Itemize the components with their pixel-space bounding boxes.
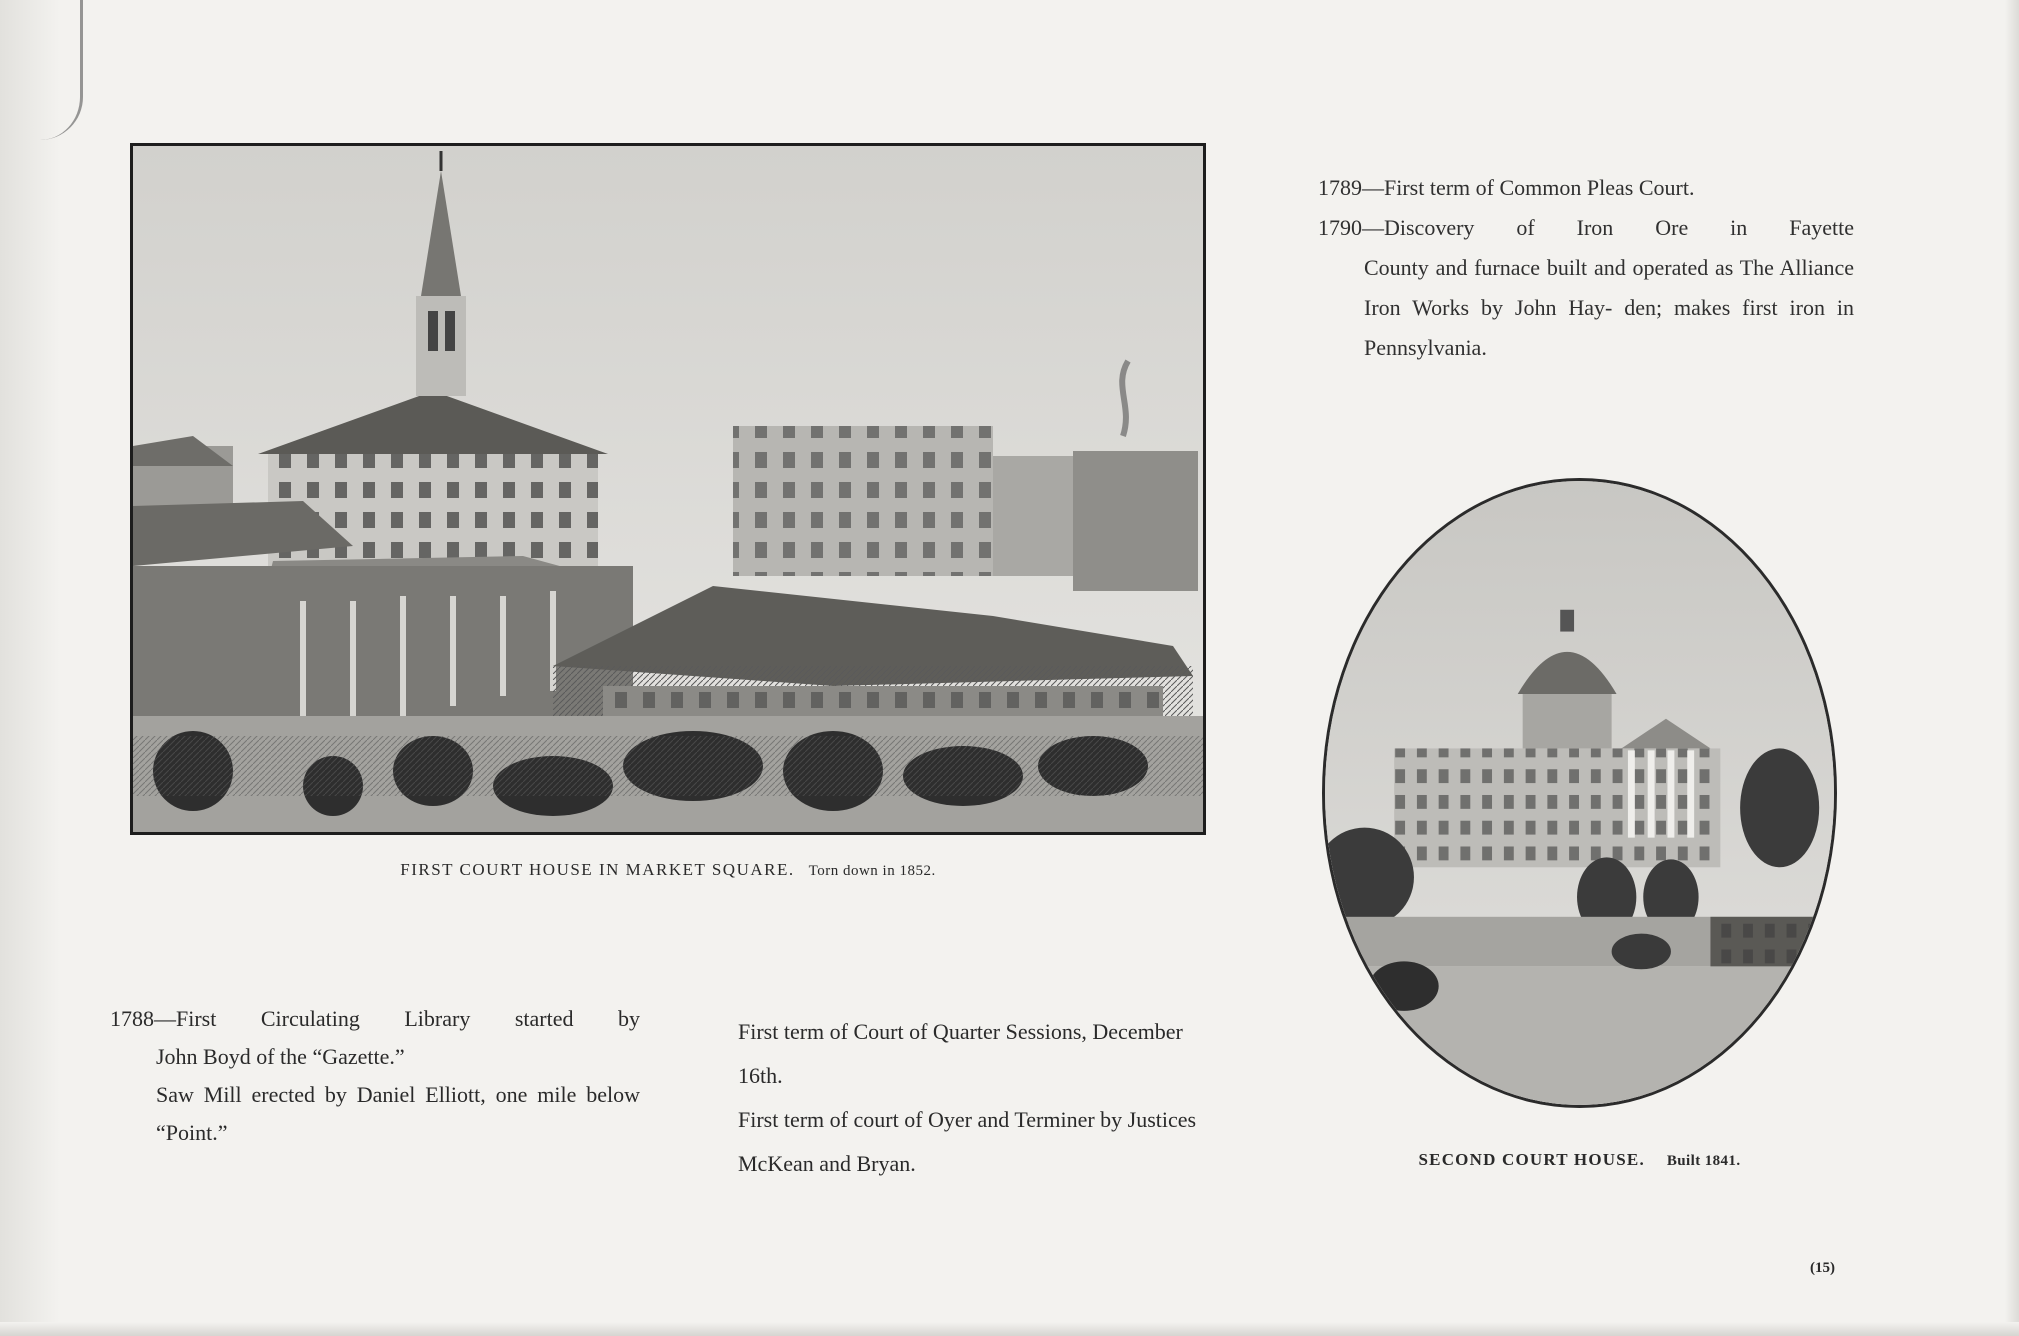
entry-oyer-terminer: First term of court of Oyer and Terminer by Justices McKean and Bryan. — [738, 1107, 1197, 1176]
page-edge-bottom — [0, 1322, 2019, 1336]
caption-second-court-house — [1322, 1150, 1837, 1170]
caption-subtitle: Built 1841. — [1666, 1153, 1741, 1169]
entry-sawmill: Saw Mill erected by Daniel Elliott, one mile below “Point.” — [156, 1082, 640, 1145]
entry-continuation: John Boyd of the “Gazette.” — [156, 1044, 405, 1069]
timeline-entry-1788 — [110, 1000, 640, 1152]
timeline-entries-right — [1318, 168, 1854, 368]
entry-quarter-sessions: First term of Court of Quarter Sessions, December 16th. — [738, 1019, 1183, 1088]
timeline-entry-1790 — [1318, 208, 1854, 368]
page-number: (15) — [1810, 1260, 1835, 1276]
first-court-house-illustration — [130, 143, 1206, 835]
page-edge-right — [2005, 0, 2019, 1336]
entry-text: 1789—First term of Common Pleas Court. — [1318, 175, 1695, 200]
binding-curve — [40, 0, 83, 140]
caption-title: SECOND COURT HOUSE. — [1418, 1150, 1645, 1169]
caption-first-court-house — [130, 860, 1206, 880]
timeline-entries-middle — [738, 1010, 1228, 1186]
entry-text: 1788—First Circulating Library started by — [110, 1006, 640, 1031]
timeline-entry-1789 — [1318, 168, 1854, 208]
entry-text: 1790—Discovery of Iron Ore in Fayette — [1318, 215, 1854, 240]
entry-continuation: County and furnace built and operated as The Alliance Iron Works by John Hay- den; makes first iron in Pennsylvania. — [1364, 255, 1854, 360]
caption-subtitle: Torn down in 1852. — [808, 863, 936, 879]
second-court-house-illustration — [1322, 478, 1837, 1108]
caption-title: FIRST COURT HOUSE IN MARKET SQUARE. — [400, 860, 795, 879]
page-edge-left — [0, 0, 60, 1336]
